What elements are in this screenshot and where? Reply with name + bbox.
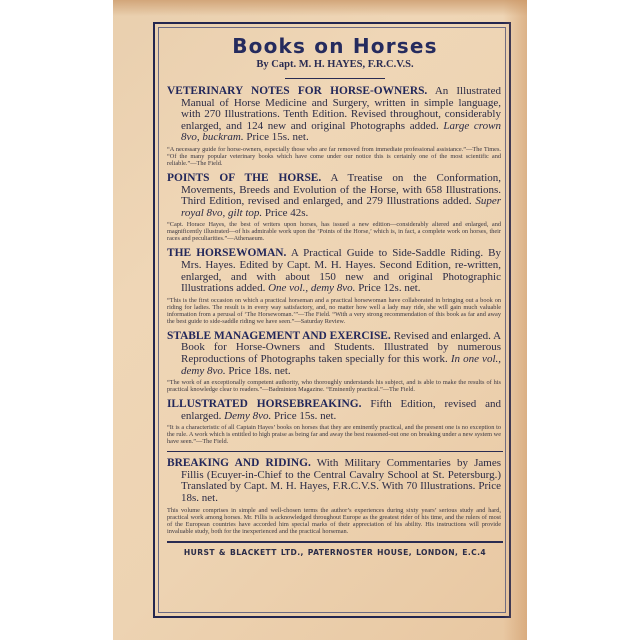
book-description: Revised and enlarged. A Book for Horse-Owners and Students. Illustrated by numerous Reproductions of Photographs taken specially for this work. xyxy=(181,329,502,365)
book-reviews: This volume comprises in simple and well-chosen terms the author’s experiences during sixty years’ serious study and hard, practical work among horses. Mr. Fillis is acknowledged throughout Europe as the greatest rider of his time, and the rulers of most of the European countries have accorded him special marks of their appreciation of his ability. His instructions will provide invaluable study, both for the inexperienced and the practical horseman. xyxy=(167,506,501,535)
publisher-divider xyxy=(167,541,503,543)
book-description: Fifth Edition, revised and enlarged. xyxy=(181,398,501,422)
advertisement-content xyxy=(167,34,503,557)
book-reviews: “It is a characteristic of all Captain Hayes’ books on horses that they are eminently practical, and the present one is no exception to the rule. A work which is entitled to high praise as being far and away the best reasoned-out one on breaking under a new system we have seen.”—The Field. xyxy=(167,424,501,446)
book-entry-veterinary-notes xyxy=(167,86,503,167)
book-title: POINTS OF THE HORSE. xyxy=(167,171,322,184)
book-price: Price 12s. net. xyxy=(358,282,421,295)
book-title: THE HORSEWOMAN. xyxy=(167,247,287,260)
author-byline: By Capt. M. H. HAYES, F.R.C.V.S. xyxy=(256,59,414,70)
publisher-imprint: HURST & BLACKETT LTD., PATERNOSTER HOUSE, LONDON, E.C.4 xyxy=(183,547,487,557)
book-entry-points-of-the-horse xyxy=(167,173,503,242)
book-reviews: “The work of an exceptionally competent authority, who thoroughly understands his subject, and is able to make the results of his practical knowledge clear to readers.”—Badminton Magazine. “Eminently practical.”—The Field. xyxy=(167,379,501,394)
book-description: A Practical Guide to Side-Saddle Riding. By Mrs. Hayes. Edited by Capt. M. H. Hayes. Second Edition, re-written, enlarged, and with about 150 new and original Photographic Illustrations added. xyxy=(181,247,501,295)
section-divider xyxy=(167,451,503,452)
book-description: A Treatise on the Conformation, Movements, Breeds and Evolution of the Horse, with 658 Illustrations. Third Edition, revised and enlarged, and 279 Illustrations added. xyxy=(181,171,501,208)
book-entry-stable-management xyxy=(167,331,503,393)
book-title: VETERINARY NOTES FOR HORSE-OWNERS. xyxy=(167,85,428,97)
book-entry-the-horsewoman xyxy=(167,248,503,324)
book-title: BREAKING AND RIDING. xyxy=(167,457,311,470)
book-description: An Illustrated Manual of Horse Medicine and Surgery, written in simple language, with 270 Illustrations. Tenth Edition. Revised throughout, considerably enlarged, and 124 new and original Photographs added. xyxy=(181,85,501,132)
title-divider xyxy=(285,78,385,79)
book-reviews: “This is the first occasion on which a practical horseman and a practical horsewoman have collaborated in bringing out a book on riding for ladies. The result is in every way satisfactory, and, no matter how well a lady may ride, she will gain much valuable information from a perusal of ‘The Horsewoman.’”—The Field. “With a very strong recommendation of this book as far and away the best guide to side-saddle riding we have seen.”—Saturday Review. xyxy=(167,296,501,325)
book-title: STABLE MANAGEMENT AND EXERCISE. xyxy=(167,329,391,342)
book-format: One vol., demy 8vo. xyxy=(268,282,356,295)
book-price: Price 15s. net. xyxy=(246,131,309,144)
book-jacket-page xyxy=(113,0,527,640)
outer-frame xyxy=(153,22,511,618)
book-entry-breaking-and-riding xyxy=(167,458,503,534)
book-description: With Military Commentaries by James Fillis (Ecuyer-in-Chief to the Central Cavalry School at St. Petersburg.) Translated by Capt. M. H. Hayes, F.R.C.V.S. With 70 Illustrations. xyxy=(181,457,501,493)
book-entry-illustrated-horsebreaking xyxy=(167,399,503,445)
book-price: Price 18s. net. xyxy=(228,364,291,377)
page-title: Books on Horses xyxy=(232,34,438,58)
book-price: Price 15s. net. xyxy=(273,409,337,422)
book-title: ILLUSTRATED HORSEBREAKING. xyxy=(167,398,362,411)
book-price: Price 18s. net. xyxy=(181,480,501,505)
book-format: Large crown 8vo, buckram. xyxy=(181,119,501,144)
book-format: In one vol., demy 8vo. xyxy=(181,352,501,377)
book-reviews: “Capt. Horace Hayes, the best of writers upon horses, has issued a new edition—considerably altered and enlarged, and magnificently illustrated—of his admirable work upon the ‘Points of the Horse,’ which is, in fact, a complete work on horses, their races and peculiarities.”—Athenaeum. xyxy=(167,221,501,243)
book-reviews: “A necessary guide for horse-owners, especially those who are far removed from immediate professional assistance.”—The Times. “Of the many popular veterinary books which have come under our notice this is certainly one of the most scientific and reliable.”—The Field. xyxy=(167,145,501,167)
book-format: Super royal 8vo, gilt top. xyxy=(181,195,501,219)
book-price: Price 42s. xyxy=(264,206,309,219)
book-format: Demy 8vo. xyxy=(224,409,272,422)
